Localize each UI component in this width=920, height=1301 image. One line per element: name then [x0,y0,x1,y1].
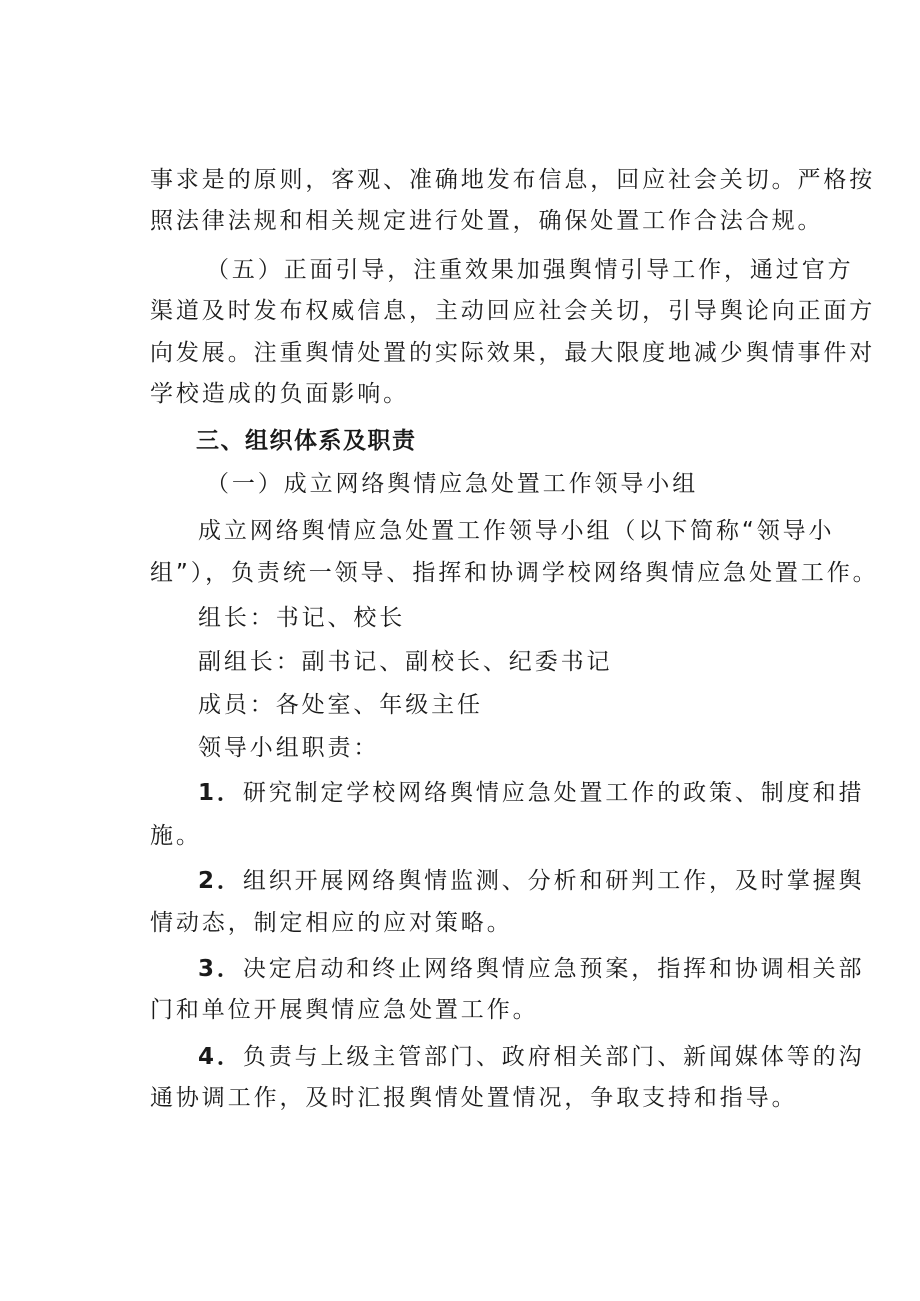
text-line: 向发展。注重舆情处置的实际效果，最大限度地减少舆情事件对 [150,340,876,366]
duty-item-2 [198,866,865,896]
item-number: 4． [198,1044,243,1070]
item-number: 2． [198,868,243,894]
deputy-leader-line: 副组长：副书记、副校长、纪委书记 [198,649,613,675]
item-number: 1． [198,780,243,806]
item-number: 3． [198,956,243,982]
text-line: 情动态，制定相应的应对策略。 [150,910,513,936]
text-line: 事求是的原则，客观、准确地发布信息，回应社会关切。严格按 [150,167,876,193]
subsection-five-line: （五）正面引导，注重效果加强舆情引导工作，通过官方 [206,257,854,283]
text-line: 学校造成的负面影响。 [150,381,409,407]
text-line: 施。 [150,823,202,849]
members-line: 成员：各处室、年级主任 [198,692,483,718]
item-text: 决定启动和终止网络舆情应急预案，指挥和协调相关部 [242,956,865,982]
text-line: 渠道及时发布权威信息，主动回应社会关切，引导舆论向正面方 [150,298,876,324]
duties-label: 领导小组职责： [198,735,380,761]
text-line: 通协调工作，及时汇报舆情处置情况，争取支持和指导。 [150,1085,798,1111]
text-line: 成立网络舆情应急处置工作领导小组（以下简称“领导小 [198,518,835,544]
duty-item-3 [198,954,865,984]
duty-item-4 [198,1042,865,1072]
item-text: 负责与上级主管部门、政府相关部门、新闻媒体等的沟 [242,1044,865,1070]
item-text: 组织开展网络舆情监测、分析和研判工作，及时掌握舆 [242,868,865,894]
duty-item-1 [198,778,865,808]
text-line: 门和单位开展舆情应急处置工作。 [150,997,539,1023]
subsection-heading: （一）成立网络舆情应急处置工作领导小组 [206,471,699,497]
group-leader-line: 组长：书记、校长 [198,605,406,631]
item-text: 研究制定学校网络舆情应急处置工作的政策、制度和措 [242,780,865,806]
section-heading: 三、组织体系及职责 [196,428,417,454]
text-line: 照法律法规和相关规定进行处置，确保处置工作合法合规。 [150,208,824,234]
text-line: 组”），负责统一领导、指挥和协调学校网络舆情应急处置工作。 [150,560,879,586]
